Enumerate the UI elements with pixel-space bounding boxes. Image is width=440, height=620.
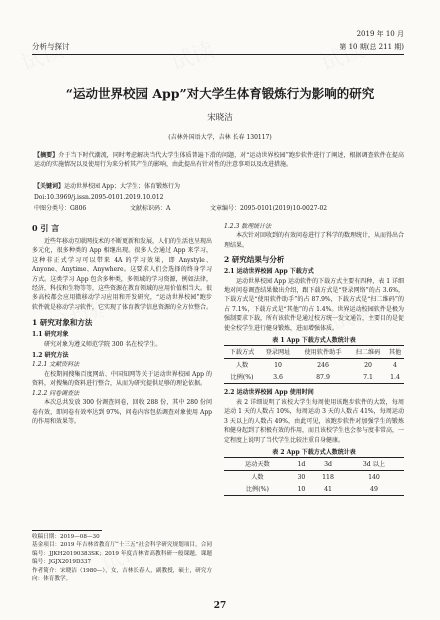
section-1-2-3-text: 本次针对回收到的有效问卷进行了科学的数理统计，从而得出合理结果。 [224,232,405,249]
footnote-rule [32,530,102,531]
table-cell: 人数 [235,361,249,369]
table-2-header-cell: 3d 以上 [344,458,404,471]
table-row [224,483,404,496]
table-2 [224,457,404,496]
article-title: “运动世界校园 App”对大学生体育锻炼行为影响的研究 [65,86,375,101]
keywords-text: 运动世界校园 App；大学生；体育锻炼行为 [64,183,180,190]
table-2-header-row [224,458,404,471]
table-row [224,471,404,484]
doi: Doi:10.3969/j.issn.2095-0101.2019.10.012 [34,194,164,201]
article-number: 文章编号：2095-0101(2019)10-0027-02 [210,205,328,212]
section-1-2-heading: 1.2 研究方法 [32,352,69,360]
section-2-heading: 2 研究结果与分析 [224,255,285,265]
abstract-text: 介于当下时代潮流，同时考虑解决当代大学生体质普遍下滑的问题，对“运动世界校园”跑步软件进行了阐述，根据调查软件在提高运动的实施情况以及使用行为来分析其产生的影响，由此提出有针对性的注意事项以及改进措施。 [34,152,404,169]
table-row [224,359,404,372]
table-1-header-cell: 使用软件助手 [296,346,350,359]
table-2-header-cell: 3d [312,458,344,471]
table-cell: 41 [312,483,344,496]
table-row [224,371,404,384]
section-0-heading: 0 引 言 [32,223,60,233]
table-1-header-cell: 下载方式 [224,346,260,359]
abstract-label: 【摘要】 [34,152,59,159]
running-header-date: 2019 年 10 月 [356,30,404,38]
table-cell: 1.4 [386,371,404,384]
table-2-header-cell: 1d [291,458,312,471]
table-cell: 比例(%) [224,371,260,384]
table-cell: 10 [274,361,282,369]
section-1-2-2-text: 本次总共发放 300 份调查问卷，回收 288 份，其中 280 份问卷有效，即问卷有效率达到 97%，问卷内容包括调查对象使用 App 的作用和效果等。 [32,399,212,425]
right-column [224,222,404,496]
author-bio: 作者简介：宋晓洁（1980—），女，吉林长春人，副教授，硕士，研究方向：体育教学。 [32,567,212,583]
funding-note: 基金项目：2019 年吉林省教育厅“十三五”社会科学研究规划项目，合同编号：JJKH20190383SK；2019 年度吉林省高教科研一般课题，课题编号：JGJX2019D337 [32,542,212,566]
page-number: 27 [213,601,227,611]
table-1-header-row [224,346,404,359]
section-2-1-text: 运动世界校园 App 运动软件的下载方式主要有四种，表 1 详细地对问卷调查结果做出介绍，跟下载方式是“登录网络”的占 3.6%，下载方式是“使用软件助手”的占 87.9%，下载方式是“扫二维码”的占 7.1%，下载方式是“其他”的占 1.4%。世界运动校园软件是极为强制要求下载，所有该软件是通过校方统一发文通告，主要目的是促使全校学生进行健身锻炼，进而增强体质。 [224,277,405,332]
table-1-header-cell: 登录网址 [260,346,296,359]
running-header-section: 分析与探讨 [32,42,70,51]
section-1-1-heading: 1.1 研究对象 [32,331,69,339]
author-affiliation: (吉林外国语大学，吉林 长春 130117) [168,134,272,141]
left-column [32,222,212,426]
table-cell: 87.9 [296,371,350,384]
watermark [316,33,368,77]
running-header-issue: 第 10 期(总 211 期) [339,43,404,51]
table-cell: 比例(%) [224,483,291,496]
table-cell: 118 [322,473,334,481]
table-cell: 49 [344,483,404,496]
table-cell: 140 [368,473,380,481]
table-cell: 20 [364,361,372,369]
section-2-1-heading: 2.1 运动世界校园 App 下载方式 [224,268,314,276]
section-1-2-1-text: 在校期间搜集百度网站、中国知网等关于运动世界校园 App 的资料，对搜集的资料进行整合，从而为研究提供足够的理论依据。 [32,370,212,388]
table-1-caption: 表 1 App 下载方式人数统计表 [272,337,356,345]
section-0-text: 近些年移动互联网技术的不断更新和发展，人们的生活也呈现出多元化，很多种类的 App 相继出现。很多人会通过 App 来学习，这种非正式学习可以带来 4A 的学习效果，即 Anystyle、Anyone、Anytime、Anywhere。这要求人们会选择的终身学习方式。这类学习 App 包含多种类，多领域的学习资源，例如法律，经济，科技和生物等等，这些资源在教育领域的应用价值相当大。很多高校都会应用微移动学习应用和开发研究，“运动世界校园”跑步软件就是移动学习软件，它实现了体育教学信息资源的全方位整合。 [32,238,213,311]
section-1-2-2-heading: 1.2.2 问卷调查法 [32,389,80,397]
table-cell: 人数 [251,473,264,481]
watermark [16,33,68,77]
table-cell: 4 [393,361,397,369]
keywords-label: 【关键词】 [34,183,65,190]
table-cell: 30 [297,473,306,481]
section-2-2-text: 表 2 详细说明了该校大学生每周使用该跑步软件的大致，每周运动 1 天的人数占 10%，每周运动 3 天的人数占 41%，每周运动 3 天以上的人数占 49%，由此可见，该跑步软件对加强学生的锻炼和健身起到了积极有效的作用，而且该校学生也会参与度非常高，一定程度上说明了当代学生比较注重自身健康。 [224,398,405,444]
table-1-header-cell: 其他 [386,346,404,359]
watermark [166,33,218,77]
table-cell: 3.6 [260,371,296,384]
table-2-header-cell: 运动天数 [224,458,291,471]
author-name: 宋晓洁 [207,113,233,123]
section-1-2-3-heading: 1.2.3 数理统计法 [224,223,272,230]
table-1-header-cell: 扫二维码 [350,346,386,359]
section-2-2-heading: 2.2 运动世界校园 App 使用时间 [224,389,314,397]
received-date: 收稿日期：2019—08—30 [32,534,100,540]
table-cell: 7.1 [350,371,386,384]
table-cell: 10 [291,483,312,496]
header-rule [32,54,404,55]
clc-number: 中图分类号：G806 [34,205,87,212]
document-code: 文献标识码：A [130,205,171,212]
table-cell: 246 [317,361,329,369]
section-1-heading: 1 研究对象和方法 [32,318,93,328]
abstract [34,151,404,170]
keywords [34,182,404,191]
footnotes [32,533,212,583]
table-2-caption: 表 2 App 下载方式人数统计表 [272,448,356,456]
section-1-2-1-heading: 1.2.1 文献资料法 [32,361,80,369]
section-1-1-text: 研究对象为遵义师范学院 300 名在校学生。 [44,340,162,348]
table-1 [224,345,404,384]
